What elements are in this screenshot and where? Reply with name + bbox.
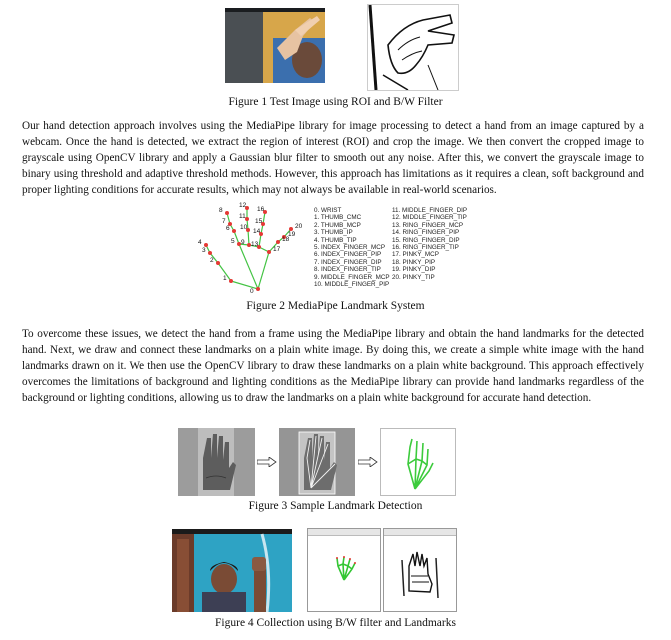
figure3-landmarks-white xyxy=(380,428,456,496)
landmark-list-item: 13. RING_FINGER_MCP xyxy=(392,221,464,229)
landmark-connection xyxy=(248,230,249,245)
landmark-list-item: 0. WRIST xyxy=(314,207,342,214)
landmark-list-item: 18. PINKY_PIP xyxy=(392,258,436,266)
landmark-point-number: 16 xyxy=(257,206,265,213)
landmark-list-item: 3. THUMB_IP xyxy=(314,229,353,237)
landmark-list-item: 7. INDEX_FINGER_DIP xyxy=(314,258,382,266)
landmark-connection xyxy=(239,244,258,289)
landmark-list-item: 10. MIDDLE_FINGER_PIP xyxy=(314,281,390,289)
landmark-point-number: 7 xyxy=(222,218,226,225)
figure1-bw-filter-image xyxy=(367,4,459,91)
landmark-point-number: 19 xyxy=(288,231,296,238)
figure4-landmarks-window xyxy=(307,528,381,612)
landmark-list-item: 17. PINKY_MCP xyxy=(392,251,439,259)
landmark-point-number: 6 xyxy=(226,225,230,232)
figure3-caption: Figure 3 Sample Landmark Detection xyxy=(248,500,423,512)
landmark-point xyxy=(208,251,212,255)
paragraph-1: Our hand detection approach involves using the MediaPipe library for image processing to detect a hand from an image captured by a webcam. Once the hand is detected, we extract the region of interest (ROI) and crop the image. We then convert the cropped image to grayscale using OpenCV library and apply a Gaussian blur filter to smooth out any noise. After this, we convert the grayscale image to binary using threshold and adaptive threshold methods. However, this approach has limitations as it requires a clean, soft background and proper lighting conditions for accurate results, which may not always be available in real-world scenarios. xyxy=(22,120,644,196)
landmark-point-number: 1 xyxy=(223,275,227,282)
landmark-list-item: 4. THUMB_TIP xyxy=(314,236,357,244)
paragraph-2: To overcome these issues, we detect the hand from a frame using the MediaPipe library and obtain the hand landmarks for the detected hand. Next, we draw and connect these landmarks on a plain white image. By doing this, we create a simple white image with the hand landmarks drawn on it. We then use the OpenCV library to draw these landmarks on a plain white background. This approach effectively overcomes the limitations of background and lighting conditions as the MediaPipe library can provide hand landmarks regardless of the background or lighting conditions, allowing us to draw the landmarks on a plain white background for accurate hand detection. xyxy=(22,328,644,404)
landmark-point-number: 11 xyxy=(239,213,246,220)
landmark-point-number: 14 xyxy=(253,228,261,235)
figure4-webcam-frame xyxy=(172,529,292,612)
landmark-point-number: 5 xyxy=(231,238,235,245)
figure1-webcam-image xyxy=(225,8,325,83)
landmark-list-item: 16. RING_FINGER_TIP xyxy=(392,244,459,252)
landmark-point-number: 9 xyxy=(241,239,245,246)
landmark-list-item: 1. THUMB_CMC xyxy=(314,214,362,222)
arrow-right-icon xyxy=(257,454,277,472)
landmark-list-item: 19. PINKY_DIP xyxy=(392,266,436,274)
landmark-point-number: 8 xyxy=(219,207,223,214)
landmark-list-item: 6. INDEX_FINGER_PIP xyxy=(314,251,382,259)
landmark-point xyxy=(216,261,220,265)
landmark-point xyxy=(232,229,236,233)
landmark-point-number: 3 xyxy=(202,247,206,254)
landmark-point-number: 4 xyxy=(198,239,202,246)
landmark-point xyxy=(229,279,233,283)
landmark-list-col2 xyxy=(392,207,467,281)
landmark-list-item: 15. RING_FINGER_DIP xyxy=(392,236,460,244)
landmark-point-number: 18 xyxy=(282,236,290,243)
figure1-caption: Figure 1 Test Image using ROI and B/W Filter xyxy=(228,96,443,108)
landmark-list-item: 14. RING_FINGER_PIP xyxy=(392,229,460,237)
landmark-point-number: 12 xyxy=(239,202,247,209)
figure2-caption: Figure 2 MediaPipe Landmark System xyxy=(246,300,425,312)
figure3-original-hand xyxy=(178,428,255,496)
landmark-point xyxy=(256,287,260,291)
landmark-point xyxy=(267,250,271,254)
landmark-point-number: 17 xyxy=(273,246,281,253)
arrow-right-icon xyxy=(358,454,378,472)
figure3-landmarks-overlay xyxy=(279,428,355,496)
landmark-list-item: 11. MIDDLE_FINGER_DIP xyxy=(392,207,468,214)
landmark-point-number: 13 xyxy=(251,241,259,248)
landmark-connection xyxy=(234,231,239,244)
landmark-list-item: 8. INDEX_FINGER_TIP xyxy=(314,266,381,274)
landmark-list-item: 5. INDEX_FINGER_MCP xyxy=(314,244,386,252)
landmark-list-item: 2. THUMB_MCP xyxy=(314,221,361,229)
landmark-point-number: 15 xyxy=(255,218,263,225)
landmark-point xyxy=(276,240,280,244)
landmark-list-item: 9. MIDDLE_FINGER_MCP xyxy=(314,273,390,281)
figure4-bw-window xyxy=(383,528,457,612)
landmark-point xyxy=(225,211,229,215)
landmark-point-number: 10 xyxy=(240,224,248,231)
figure4-caption: Figure 4 Collection using B/W filter and Landmarks xyxy=(215,617,456,629)
landmark-list-item: 12. MIDDLE_FINGER_TIP xyxy=(392,214,467,222)
landmark-point-number: 2 xyxy=(210,257,214,264)
landmark-point-number: 20 xyxy=(295,223,303,230)
landmark-list-item: 20. PINKY_TIP xyxy=(392,273,435,281)
landmark-point-number: 0 xyxy=(250,288,254,295)
landmark-connection xyxy=(258,252,269,289)
landmark-connection xyxy=(231,281,258,289)
figure2-landmark-diagram xyxy=(196,199,472,296)
landmark-list-col1 xyxy=(314,207,390,288)
